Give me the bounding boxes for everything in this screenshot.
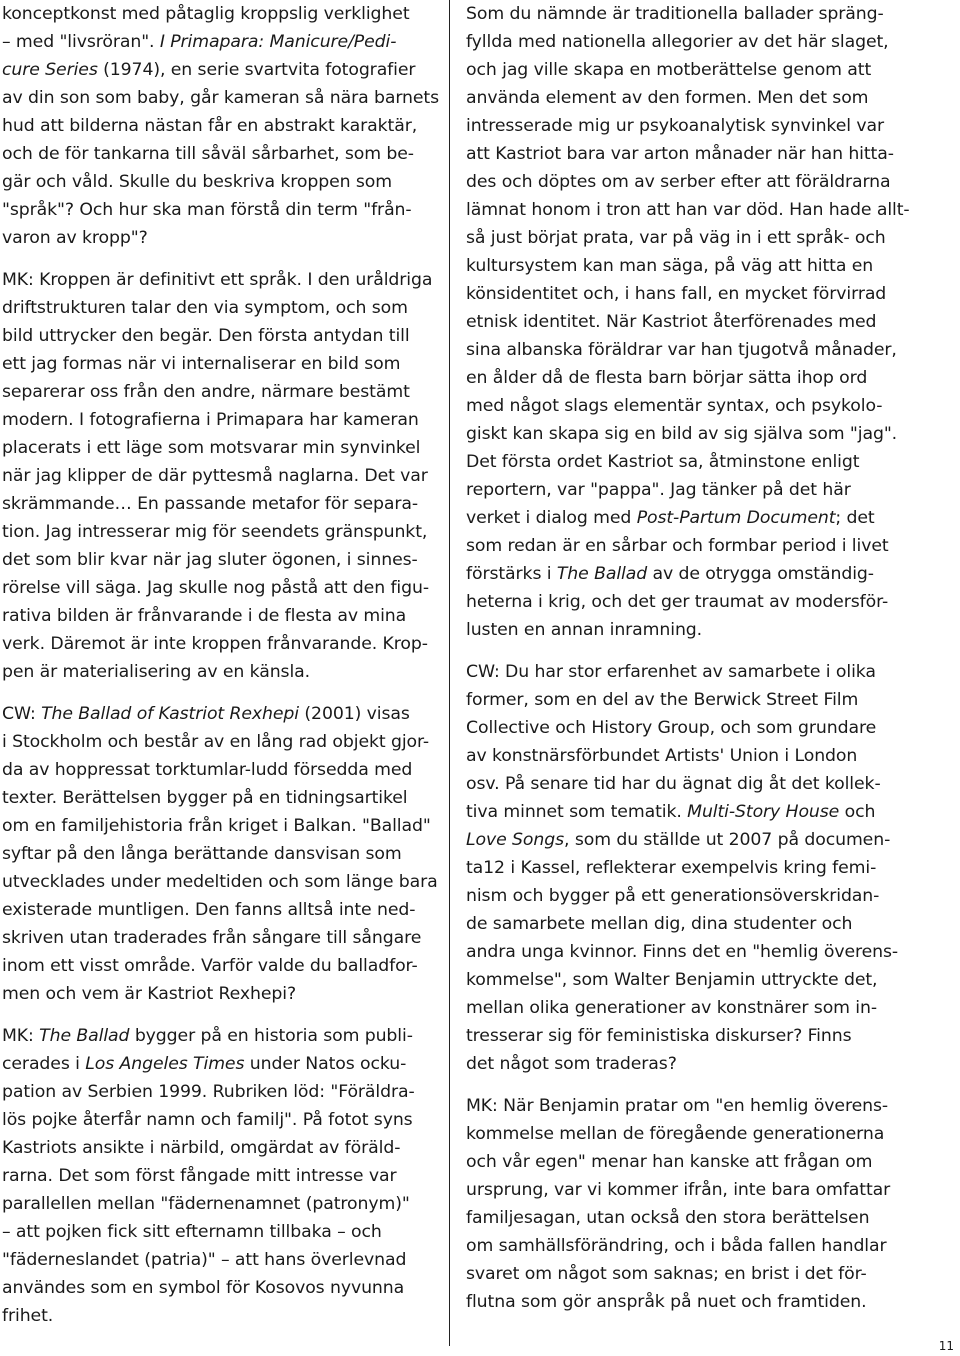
text-line: [466, 336, 897, 364]
italic-title: cure Series: [2, 60, 98, 80]
text-line: [2, 378, 434, 406]
text-line: [466, 196, 910, 224]
text-line: [466, 1148, 894, 1176]
text-line: [2, 574, 434, 602]
text-run: kommelse mellan de föregående generationerna: [466, 1124, 885, 1144]
text-line: [2, 1050, 434, 1078]
text-line: [466, 588, 894, 616]
text-line: [2, 0, 434, 28]
text-run: sina albanska föräldrar var han tjugotvå månader,: [466, 340, 897, 360]
text-line: [466, 658, 894, 686]
text-line: [466, 686, 894, 714]
text-line: [466, 1288, 894, 1316]
text-run: fyllda med nationella allegorier av det här slaget,: [466, 32, 889, 52]
text-run: utvecklades under medeltiden och som länge bara: [2, 872, 438, 892]
text-line: [2, 1190, 434, 1218]
text-line: [466, 280, 894, 308]
text-line: [2, 1274, 434, 1302]
text-run: de samarbete mellan dig, dina studenter och: [466, 914, 853, 934]
text-run: varon av kropp"?: [2, 228, 148, 248]
text-line: [2, 1078, 434, 1106]
text-line: [2, 434, 434, 462]
text-line: [466, 308, 894, 336]
text-run: MK: Kroppen är definitivt ett språk. I den uråldriga: [2, 270, 433, 290]
text-run: kommelse", som Walter Benjamin uttryckte det,: [466, 970, 878, 990]
text-run: med något slags elementär syntax, och psykolo-: [466, 396, 883, 416]
italic-title: The Ballad: [556, 564, 648, 584]
text-line: [2, 700, 434, 728]
text-line: [2, 784, 434, 812]
text-run: när jag klipper de där pyttesmå naglarna. Det var: [2, 466, 428, 486]
text-line: [2, 84, 439, 112]
text-run: , som du ställde ut 2007 på documen-: [564, 830, 891, 850]
text-line: [466, 420, 898, 448]
text-line: [2, 490, 434, 518]
paragraph-gap: [466, 644, 894, 658]
text-line: [2, 266, 434, 294]
text-run: men och vem är Kastriot Rexhepi?: [2, 984, 297, 1004]
text-line: [466, 1204, 894, 1232]
text-line: [2, 756, 434, 784]
text-run: i Stockholm och består av en lång rad objekt gjor-: [2, 732, 430, 752]
text-run: och jag ville skapa en motberättelse genom att: [466, 60, 872, 80]
text-run: (1974), en serie svartvita fotografier: [97, 60, 416, 80]
text-run: mellan olika generationer av konstnärer som in-: [466, 998, 877, 1018]
text-line: [2, 406, 434, 434]
text-run: tion. Jag intresserar mig för seendets gränspunkt,: [2, 522, 428, 542]
text-line: [2, 896, 434, 924]
right-column: [466, 0, 910, 1316]
left-column: [2, 0, 439, 1330]
text-line: [466, 448, 894, 476]
paragraph-gap: [2, 686, 434, 700]
text-run: det som blir kvar när jag sluter ögonen, i sinnes-: [2, 550, 418, 570]
text-line: [2, 1106, 434, 1134]
text-line: [466, 532, 894, 560]
text-run: använda element av den formen. Men det som: [466, 88, 869, 108]
text-run: cerades i: [2, 1054, 86, 1074]
italic-title: Multi-Story House: [687, 802, 840, 822]
text-line: [466, 994, 894, 1022]
text-line: [466, 224, 894, 252]
text-run: och vår egen" menar han kanske att frågan om: [466, 1152, 873, 1172]
text-run: och de för tankarna till såväl sårbarhet, som be-: [2, 144, 414, 164]
text-run: och: [839, 802, 876, 822]
text-line: [2, 1022, 434, 1050]
paragraph-gap: [2, 1008, 434, 1022]
text-line: [466, 476, 894, 504]
text-line: [2, 56, 434, 84]
text-line: [466, 1092, 894, 1120]
page-number: 11: [938, 1339, 954, 1353]
text-line: [466, 966, 894, 994]
text-run: som redan är en sårbar och formbar period i livet: [466, 536, 889, 556]
text-run: ursprung, var vi kommer ifrån, inte bara omfattar: [466, 1180, 891, 1200]
text-run: giskt kan skapa sig en bild av sig själva som "jag".: [466, 424, 898, 444]
text-run: rarna. Det som först fångade mitt intresse var: [2, 1166, 397, 1186]
text-run: nism och bygger på ett generationsöverskridan-: [466, 886, 880, 906]
text-run: Det första ordet Kastriot sa, åtminstone enligt: [466, 452, 860, 472]
text-line: [2, 1218, 434, 1246]
text-line: [466, 504, 894, 532]
text-line: [2, 840, 434, 868]
text-run: syftar på den långa berättande dansvisan som: [2, 844, 402, 864]
text-run: svaret om något som saknas; en brist i det för-: [466, 1264, 867, 1284]
text-line: [2, 924, 434, 952]
text-run: CW:: [2, 704, 42, 724]
text-line: [466, 112, 894, 140]
text-run: av de otrygga omständig-: [647, 564, 874, 584]
text-run: MK: När Benjamin pratar om "en hemlig överens-: [466, 1096, 889, 1116]
text-line: [2, 294, 434, 322]
text-run: användes som en symbol för Kosovos nyvunna: [2, 1278, 405, 1298]
text-run: bygger på en historia som publi-: [129, 1026, 413, 1046]
text-run: texter. Berättelsen bygger på en tidningsartikel: [2, 788, 408, 808]
text-line: [466, 1120, 894, 1148]
text-line: [2, 546, 434, 574]
text-run: rativa bilden är frånvarande i de flesta av mina: [2, 606, 407, 626]
text-line: [2, 952, 434, 980]
text-run: Kastriots ansikte i närbild, omgärdat av föräld-: [2, 1138, 401, 1158]
text-line: [466, 0, 894, 28]
text-line: [466, 392, 894, 420]
text-run: av konstnärsförbundet Artists' Union i London: [466, 746, 858, 766]
text-run: modern. I fotografierna i Primapara har kameran: [2, 410, 419, 430]
text-line: [466, 1232, 894, 1260]
text-run: om samhällsförändring, och i båda fallen handlar: [466, 1236, 887, 1256]
text-run: verk. Däremot är inte kroppen frånvarande. Krop-: [2, 634, 428, 654]
text-line: [466, 1260, 894, 1288]
text-run: lös pojke återfår namn och familj". På fotot syns: [2, 1110, 413, 1130]
text-run: "fäderneslandet (patria)" – att hans överlevnad: [2, 1250, 407, 1270]
text-run: rörelse vill säga. Jag skulle nog påstå att den figu-: [2, 578, 429, 598]
text-line: [466, 560, 894, 588]
text-line: [466, 910, 894, 938]
text-run: heterna i krig, och det ger traumat av modersför-: [466, 592, 889, 612]
column-divider: [449, 0, 450, 1346]
text-run: driftstrukturen talar den via symptom, och som: [2, 298, 408, 318]
text-line: [466, 742, 894, 770]
text-line: [2, 168, 434, 196]
text-run: pation av Serbien 1999. Rubriken löd: "Föräldra-: [2, 1082, 415, 1102]
text-line: [466, 56, 894, 84]
text-line: [2, 1134, 434, 1162]
text-line: [2, 812, 434, 840]
paragraph-gap: [466, 1078, 894, 1092]
text-line: [2, 728, 434, 756]
text-line: [466, 252, 894, 280]
text-line: [466, 616, 894, 644]
text-run: om en familjehistoria från kriget i Balkan. "Ballad": [2, 816, 431, 836]
text-line: [2, 1246, 434, 1274]
text-line: [2, 1162, 434, 1190]
text-run: ett jag formas när vi internaliserar en bild som: [2, 354, 401, 374]
text-run: lämnat honom i tron att han var död. Han hade allt-: [466, 200, 910, 220]
text-line: [466, 84, 894, 112]
text-line: [466, 28, 894, 56]
text-run: lusten en annan inramning.: [466, 620, 703, 640]
italic-title: Love Songs: [466, 830, 565, 850]
text-run: reportern, var "pappa". Jag tänker på det här: [466, 480, 851, 500]
text-line: [466, 714, 894, 742]
text-run: skriven utan traderades från sångare till sångare: [2, 928, 422, 948]
text-line: [2, 1302, 434, 1330]
text-run: gär och våld. Skulle du beskriva kroppen som: [2, 172, 392, 192]
text-line: [2, 868, 438, 896]
italic-title: The Ballad of Kastriot Rexhepi: [41, 704, 300, 724]
text-line: [466, 168, 894, 196]
text-line: [2, 28, 434, 56]
text-run: tiva minnet som tematik.: [466, 802, 688, 822]
text-line: [2, 658, 434, 686]
text-run: ta12 i Kassel, reflekterar exempelvis kring femi-: [466, 858, 877, 878]
text-line: [2, 350, 434, 378]
text-line: [2, 602, 434, 630]
italic-title: Post-Partum Document: [636, 508, 836, 528]
text-run: "språk"? Och hur ska man förstå din term "från-: [2, 200, 412, 220]
text-line: [466, 826, 894, 854]
text-run: konceptkonst med påtaglig kroppslig verklighet: [2, 4, 410, 24]
text-run: Som du nämnde är traditionella ballader spräng-: [466, 4, 884, 24]
text-run: CW: Du har stor erfarenhet av samarbete i olika: [466, 662, 876, 682]
text-run: ; det: [835, 508, 875, 528]
text-run: separerar oss från den andre, närmare bestämt: [2, 382, 410, 402]
text-run: skrämmande… En passande metafor för separa-: [2, 494, 419, 514]
text-line: [2, 196, 434, 224]
italic-title: Los Angeles Times: [85, 1054, 245, 1074]
text-run: det något som traderas?: [466, 1054, 677, 1074]
text-line: [466, 938, 899, 966]
text-run: verket i dialog med: [466, 508, 637, 528]
text-line: [466, 882, 894, 910]
text-run: under Natos ocku-: [244, 1054, 407, 1074]
text-line: [2, 518, 434, 546]
text-run: bild uttrycker den begär. Den första antydan till: [2, 326, 410, 346]
text-run: att Kastriot bara var arton månader när han hitta-: [466, 144, 894, 164]
text-run: familjesagan, utan också den stora berättelsen: [466, 1208, 870, 1228]
text-run: parallellen mellan "fädernenamnet (patronym)": [2, 1194, 410, 1214]
text-run: – att pojken fick sitt efternamn tillbaka – och: [2, 1222, 382, 1242]
text-line: [2, 630, 434, 658]
text-line: [466, 140, 894, 168]
text-line: [466, 364, 894, 392]
text-run: könsidentitet och, i hans fall, en mycket förvirrad: [466, 284, 887, 304]
text-line: [2, 140, 434, 168]
text-line: [2, 462, 434, 490]
text-run: av din son som baby, går kameran så nära barnets: [2, 88, 439, 108]
text-run: kultursystem kan man säga, på väg att hitta en: [466, 256, 874, 276]
text-run: existerade muntligen. Den fanns alltså inte ned-: [2, 900, 416, 920]
text-run: (2001) visas: [299, 704, 410, 724]
paragraph-gap: [2, 252, 434, 266]
text-run: MK:: [2, 1026, 40, 1046]
text-run: des och döptes om av serber efter att föräldrarna: [466, 172, 891, 192]
text-run: flutna som gör anspråk på nuet och framtiden.: [466, 1292, 867, 1312]
text-run: frihet.: [2, 1306, 54, 1326]
text-line: [466, 770, 894, 798]
text-run: hud att bilderna nästan får en abstrakt karaktär,: [2, 116, 418, 136]
text-line: [2, 224, 434, 252]
text-line: [466, 854, 894, 882]
text-run: – med "livsröran".: [2, 32, 160, 52]
text-line: [466, 798, 894, 826]
text-line: [466, 1176, 894, 1204]
text-run: andra unga kvinnor. Finns det en "hemlig överens-: [466, 942, 899, 962]
text-run: så just börjat prata, var på väg in i ett språk- och: [466, 228, 886, 248]
text-line: [466, 1022, 894, 1050]
text-run: da av hoppressat torktumlar-ludd försedda med: [2, 760, 413, 780]
italic-title: I Primapara: Manicure/Pedi-: [159, 32, 397, 52]
italic-title: The Ballad: [39, 1026, 130, 1046]
text-run: etnisk identitet. När Kastriot återförenades med: [466, 312, 877, 332]
text-run: en ålder då de flesta barn börjar sätta ihop ord: [466, 368, 868, 388]
text-run: pen är materialisering av en känsla.: [2, 662, 311, 682]
text-run: tresserar sig för feministiska diskurser? Finns: [466, 1026, 852, 1046]
text-line: [466, 1050, 894, 1078]
text-run: inom ett visst område. Varför valde du balladfor-: [2, 956, 418, 976]
text-run: former, som en del av the Berwick Street Film: [466, 690, 859, 710]
text-run: intresserade mig ur psykoanalytisk synvinkel var: [466, 116, 884, 136]
text-line: [2, 980, 434, 1008]
text-run: förstärks i: [466, 564, 557, 584]
text-run: osv. På senare tid har du ägnat dig åt det kollek-: [466, 774, 881, 794]
text-line: [2, 322, 434, 350]
text-run: placerats i ett läge som motsvarar min synvinkel: [2, 438, 421, 458]
text-run: Collective och History Group, och som grundare: [466, 718, 877, 738]
text-line: [2, 112, 434, 140]
